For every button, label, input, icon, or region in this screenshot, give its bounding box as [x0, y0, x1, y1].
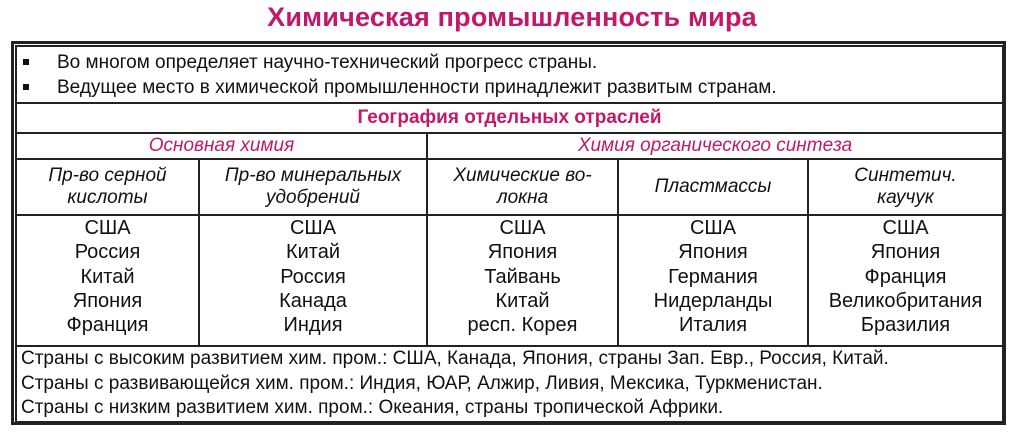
column-header-synthetic-rubber — [808, 159, 1003, 215]
country-list — [427, 215, 618, 346]
country: Китай — [80, 265, 135, 288]
country: Китай — [495, 289, 550, 312]
footer-row — [16, 346, 1003, 422]
bullet-square-icon — [23, 84, 29, 90]
country: Япония — [72, 289, 143, 312]
country: Италия — [678, 314, 748, 337]
column-header-chemical-fibers — [427, 159, 618, 215]
country-list — [16, 215, 199, 346]
country-list — [199, 215, 427, 346]
country: Франция — [864, 265, 947, 288]
header-line: локна — [496, 187, 549, 208]
country: Великобритания — [828, 289, 983, 312]
country: Нидерланды — [653, 289, 773, 312]
country: Германия — [668, 265, 758, 288]
country: Франция — [66, 314, 149, 337]
country: Япония — [678, 241, 748, 264]
country: США — [499, 217, 546, 239]
column-header-plastics — [618, 159, 808, 215]
footer-cell — [16, 346, 1003, 422]
bullet-text: Ведущее место в химической промышленности принадлежит развитым странам. — [57, 76, 777, 98]
bullet-text: Во многом определяет научно-технический прогресс страны. — [57, 51, 598, 73]
group-basic-chemistry: Основная химия — [16, 133, 427, 159]
country: Канада — [279, 289, 347, 312]
header-line: Синтетич. — [854, 165, 957, 186]
country: Япония — [870, 241, 941, 264]
country: Япония — [487, 241, 558, 264]
country: Индия — [283, 314, 343, 337]
header-line: Пр-во минеральных — [224, 165, 402, 186]
header-line: Пластмассы — [654, 176, 772, 197]
footer-line-high: Страны с высоким развитием хим. пром.: США, Канада, Япония, страны Зап. Евр., Россия, Китай. — [21, 348, 889, 370]
country: Тайвань — [484, 265, 561, 288]
country: респ. Корея — [467, 314, 578, 337]
country: США — [882, 217, 929, 239]
country: Бразилия — [860, 314, 951, 337]
country: Китай — [285, 241, 341, 264]
country-list — [808, 215, 1003, 346]
column-headers-row — [16, 159, 1003, 215]
bullet-item — [21, 75, 998, 100]
header-line: Пр-во серной — [48, 165, 167, 186]
bullet-item — [21, 50, 998, 75]
geography-row — [16, 103, 1003, 133]
country: США — [689, 217, 737, 239]
column-header-fertilizers — [199, 159, 427, 215]
country: Россия — [74, 241, 141, 264]
header-line: каучук — [877, 187, 934, 208]
countries-row — [16, 215, 1003, 346]
header-line: кислоты — [67, 187, 148, 208]
header-line: Химические во- — [453, 165, 592, 186]
column-header-sulfuric-acid — [16, 159, 199, 215]
bullet-square-icon — [23, 59, 29, 65]
group-organic-synthesis: Химия органического синтеза — [427, 133, 1003, 159]
country: США — [84, 217, 131, 239]
footer-line-low: Страны с низким развитием хим. пром.: Океания, страны тропической Африки. — [21, 397, 724, 419]
bullets-cell — [16, 46, 1003, 103]
country: Россия — [280, 265, 346, 288]
groups-row — [16, 133, 1003, 159]
header-line: удобрений — [266, 187, 360, 208]
country-list — [618, 215, 808, 346]
page-title: Химическая промышленность мира — [267, 2, 757, 32]
footer-line-developing: Страны с развивающейся хим. пром.: Индия, ЮАР, Алжир, Ливия, Мексика, Туркменистан. — [21, 372, 823, 394]
country: США — [289, 217, 337, 239]
industry-table — [15, 45, 1004, 423]
bullets-row — [16, 46, 1003, 103]
geography-header: География отдельных отраслей — [16, 103, 1003, 133]
